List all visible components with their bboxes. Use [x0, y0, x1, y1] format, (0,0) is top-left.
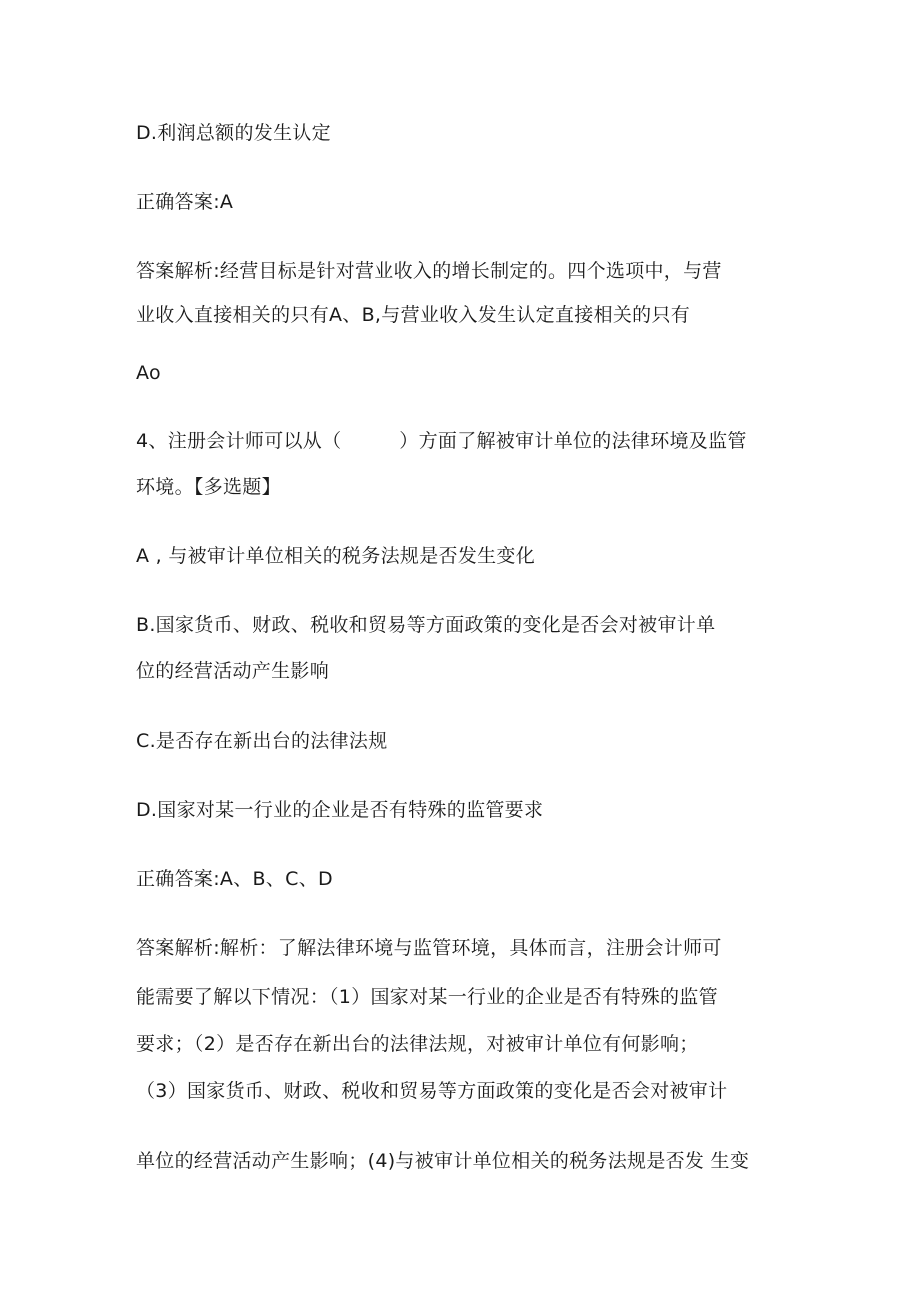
explanation-q4-line-4: （3）国家货币、财政、税收和贸易等方面政策的变化是否会对被审计	[136, 1080, 728, 1102]
option-a-q4: A , 与被审计单位相关的税务法规是否发生变化	[136, 545, 536, 567]
explanation-q4-line-5: 单位的经营活动产生影响；(4)与被审计单位相关的税务法规是否发 生变	[136, 1150, 750, 1172]
correct-answer-q4: 正确答案:A、B、C、D	[136, 868, 333, 890]
explanation-q4-line-2: 能需要了解以下情况：（1）国家对某一行业的企业是否有特殊的监管	[136, 986, 718, 1008]
question-4-line-1: 4、注册会计师可以从（ ）方面了解被审计单位的法律环境及监管	[136, 430, 747, 452]
explanation-q3-line-3: Ao	[136, 362, 161, 384]
option-d-q3: D.利润总额的发生认定	[136, 122, 331, 144]
explanation-q3-line-1: 答案解析:经营目标是针对营业收入的增长制定的。四个选项中，与营	[136, 260, 722, 282]
option-d-q4: D.国家对某一行业的企业是否有特殊的监管要求	[136, 799, 544, 821]
question-4-line-2: 环境。【多选题】	[136, 476, 281, 498]
explanation-q4-line-3: 要求；（2）是否存在新出台的法律法规，对被审计单位有何影响；	[136, 1033, 699, 1055]
option-b-q4-line-1: B.国家货币、财政、税收和贸易等方面政策的变化是否会对被审计单	[136, 614, 716, 636]
explanation-q4-line-1: 答案解析:解析：了解法律环境与监管环境，具体而言，注册会计师可	[136, 937, 722, 959]
option-c-q4: C.是否存在新出台的法律法规	[136, 730, 388, 752]
correct-answer-q3: 正确答案:A	[136, 191, 234, 213]
option-b-q4-line-2: 位的经营活动产生影响	[136, 660, 330, 682]
explanation-q3-line-2: 业收入直接相关的只有A、B,与营业收入发生认定直接相关的只有	[136, 304, 691, 326]
